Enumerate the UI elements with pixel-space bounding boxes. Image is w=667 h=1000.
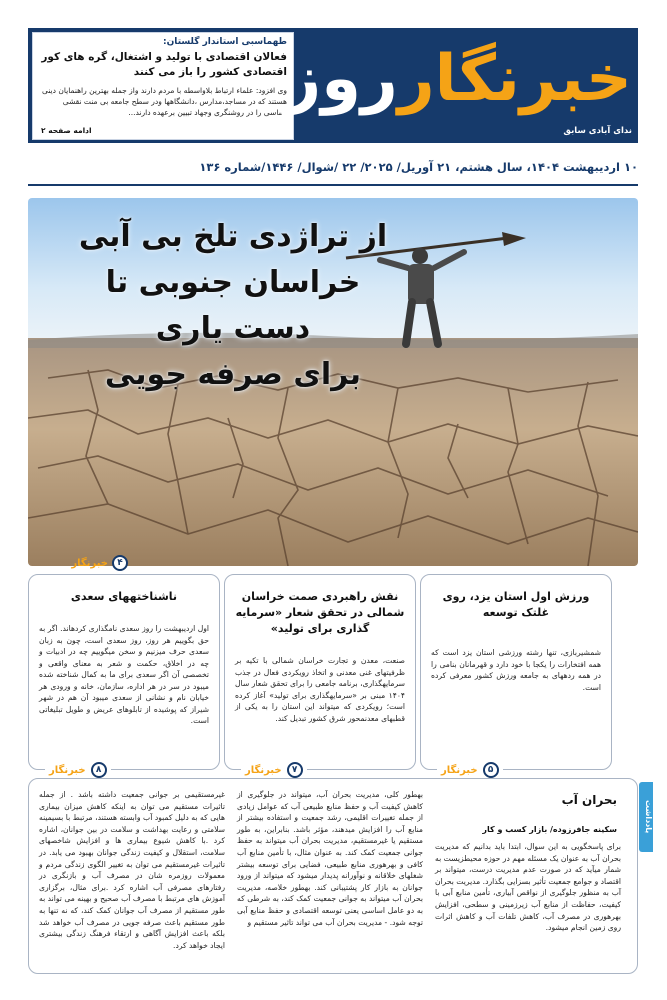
section-tab[interactable]: یادداشت bbox=[639, 782, 653, 852]
article-column-1: برای پاسخگویی به این سوال، ابتدا باید بدانیم که مدیریت بحران آب به عنوان یک مسئله مهم در حوزه محیطزیست به شمار میآید که در صورت عدم مدیریت درست، میتواند بر اقتصاد و جوامع جمعیت تأثیر بسزایی بگذارد. مدیریت بحران آب به منظور جلوگیری از نواقص آبیاری، تأمین منابع آبی با کیفیت، حفاظت از منابع آب زیرزمینی و سطحی، افزایش بهرهوری در مصرف آب، کاهش تلفات آب و کاهش اثرات روی زمین انجام میشود. bbox=[435, 842, 621, 933]
hero-headline-line-1: از تراژدی تلخ بی آبی bbox=[78, 219, 388, 254]
teaser-footer bbox=[241, 762, 307, 778]
teaser-page-number: ۷ bbox=[287, 762, 303, 778]
teaser-card-sport[interactable] bbox=[420, 574, 612, 776]
teaser-card-saadi[interactable] bbox=[28, 574, 220, 776]
logo-tagline: ندای آبادی سابق bbox=[563, 126, 632, 136]
hero-page-number: ۴ bbox=[112, 555, 128, 571]
teaser-footer bbox=[437, 762, 503, 778]
teaser-card-industry[interactable] bbox=[224, 574, 416, 776]
newspaper-logo bbox=[284, 38, 632, 138]
lead-story-body: وی افزود: علماء ارتباط بلاواسطه با مردم دارند واز جمله بهترین راهنمایان دینی هستند که در مساجد،مدارس ،دانشگاهها ودر سطح جامعه بی منت نقشی اساسی را در روشنگری وجهاد تبیین برعهده دارند... bbox=[42, 86, 287, 117]
editorial-article bbox=[28, 778, 638, 974]
lead-story-headline[interactable]: فعالان اقتصادی با تولید و اشتغال، گره های کور اقتصادی کشور را باز می کنند bbox=[41, 51, 287, 78]
lead-story-kicker: طهماسبی استاندار گلستان: bbox=[163, 37, 287, 47]
hero-photo[interactable] bbox=[28, 198, 638, 566]
teaser-title[interactable]: ورزش اول استان یزد، روی غلتک توسعه bbox=[442, 590, 590, 619]
teaser-footer bbox=[45, 762, 111, 778]
teaser-title[interactable]: ناشناختههای سعدی bbox=[70, 590, 178, 603]
teaser-page-number: ۵ bbox=[483, 762, 499, 778]
hero-headline[interactable] bbox=[68, 214, 398, 398]
hero-page-badge[interactable] bbox=[36, 555, 128, 571]
hero-mini-logo: خبرنگار bbox=[71, 557, 108, 569]
masthead bbox=[28, 28, 638, 143]
article-author: سکینه جافرزوده/ بازار کسب و کار bbox=[482, 825, 617, 834]
masthead-inner bbox=[28, 28, 638, 143]
divider-rule bbox=[28, 184, 638, 186]
teaser-body: صنعت، معدن و تجارت خراسان شمالی با تکیه بر ظرفیتهای غنی معدنی و اتخاذ رویکردی فعال در جذب سرمایهگذاری، برنامه جامعی را برای تحقق شعار سال ۱۴۰۴ مبنی بر «سرمایهگذاری برای تولید» آغاز کرده است؛ رویکردی که میتواند این استان را به یکی از قطبهای معدنمحور شرق کشور تبدیل کند. bbox=[235, 656, 405, 723]
article-column-3: غیرمستقیمی بر جوانی جمعیت داشته باشد . از جمله تاثیرات مستقیم می توان به اینکه کاهش میزان بیماری هایی که به دلیل کمبود آب وابسته هستند، مرتبط با بسیمینه سلامتی و رعایت بهداشت و سلامت در بین جوانان، اشاره کرد .با کاهش شیوع بیماری ها و افزایش شاخصهای سلامت، استقلال و کیفیت زندگی جوانان بهبود می یابد. در تاثیرات غیرمستقیم می توان به تغییر الگوی زندگی مردم و معمولات روزمره شان در مصرف آب و بازنگری در رفتارهای مصرفی آب اشاره کرد .برای مثال، برگزاری آموزش های مرتبط با مصرف آب صحیح و بهینه می تواند به طور مستقیم از مصرف آب جوانان کمک کند، که نه تنها به طور مستقیم باعث صرفه جویی در مصرف آب خواهد شد بلکه باعث افزایش آگاهی و ارتقاء فرهنگ زندگی بیشتری ایجاد خواهد کرد. bbox=[39, 790, 225, 950]
hero-headline-line-2: خراسان جنوبی تا دست یاری bbox=[105, 265, 361, 346]
teaser-mini-logo: خبرنگار bbox=[49, 764, 86, 776]
logo-word-1: خبرنگار bbox=[397, 42, 632, 116]
article-column-2: بهطور کلی، مدیریت بحران آب، میتواند در جلوگیری از کاهش کیفیت آب و حفظ منابع طبیعی آب که عوامل زیادی از جمله تغییرات اقلیمی، رشد جمعیت و استفاده بیشتر از منابع آب را افزایش میدهند، مؤثر باشد. بنابراین، به طور مستقیم یا غیرمستقیم، مدیریت بحران آب میتواند به حفظ جوانی جمعیت کمک کند. به عنوان مثال، با تأمین منابع آب کافی و بهرهوری منابع طبیعی، فضایی برای توسعه بیشتر شغلهای خلاقانه و نوآورانه پدیدار میشود که میتواند از ورود جوانان به بازار کار پشتیبانی کند. بهطور خلاصه، مدیریت بحران آب میتواند به جوانی جمعیت کمک کند، به شرطی که به دو عامل اساسی یعنی توسعه اقتصادی و حفظ منابع آبی توجه شود. - مدیریت بحران آب می تواند تاثیر مستقیم و bbox=[237, 790, 423, 927]
logo-word-2: روز bbox=[284, 42, 398, 116]
teaser-title[interactable]: نقش راهبردی صمت خراسان شمالی در تحقق شعار «سرمایه گذاری برای تولید» bbox=[235, 590, 405, 635]
logo-wordmark bbox=[284, 38, 632, 120]
lead-story-continued[interactable]: ادامه صفحه ۲ bbox=[41, 126, 92, 135]
hero-headline-line-3: برای صرفه جویی bbox=[104, 357, 362, 392]
teaser-page-number: ۸ bbox=[91, 762, 107, 778]
teaser-body: اول اردیبهشت را روز سعدی نامگذاری کردهاند. اگر به حق بگوییم هر روز، روز سعدی است، چون به زبان سعدی حرف میزنیم و سخن میگوییم چه در ادبیات و چه در اخلاق، حکمت و شعر به معنای واقعی و تخصصی آن اگر سعدی برای ما به کمال شناخته شده میبود در سر در هر اداره، سازمان، خانه و ورودی هر خیابان نام و نشانی از سعدی میبود آن هم در شهر شیراز که پوشیده از تابلوهای عریض و طویل تبلیغاتی است. bbox=[39, 624, 209, 725]
teaser-body: شمشیربازی، تنها رشته ورزشی استان یزد است که همه افتخارات را یکجا با خود دارد و قهرمانان بنامی را در همه ردههای به جامعه ورزش کشور معرفی کرده است. bbox=[431, 648, 601, 692]
lead-story-box[interactable] bbox=[32, 32, 294, 140]
teaser-mini-logo: خبرنگار bbox=[245, 764, 282, 776]
dateline: ۱۰ اردیبهشت ۱۴۰۴، سال هشتم، ۲۱ آوریل/ ۲۰۲۵/ ۲۲ /شوال/ ۱۴۴۶/شماره ۱۳۶ bbox=[199, 160, 638, 174]
article-title[interactable]: بحران آب bbox=[561, 793, 617, 807]
teaser-mini-logo: خبرنگار bbox=[441, 764, 478, 776]
